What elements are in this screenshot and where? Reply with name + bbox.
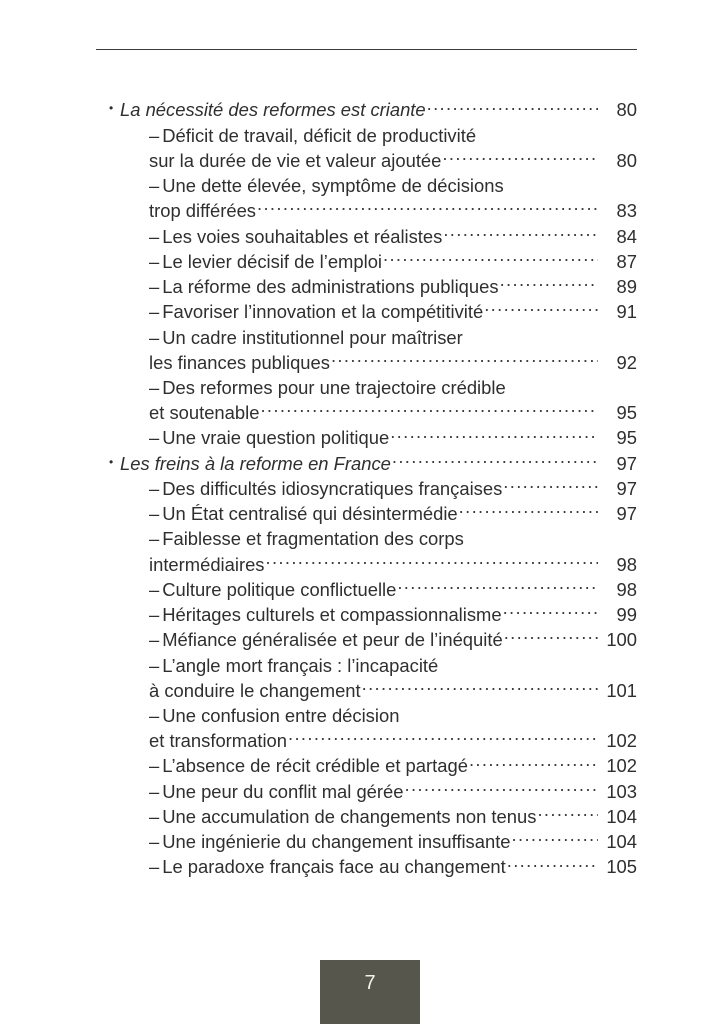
dot-leader xyxy=(512,830,598,848)
toc-entry-level2[interactable] xyxy=(96,224,637,249)
dot-leader xyxy=(465,527,598,545)
toc-entry-level2[interactable] xyxy=(96,502,637,527)
toc-entry-level2[interactable] xyxy=(96,855,637,880)
dash-icon: – xyxy=(149,301,160,323)
toc-entry-label: Faiblesse et fragmentation des corps xyxy=(162,528,464,550)
toc-entry-label: L’absence de récit crédible et partagé xyxy=(162,755,468,777)
toc-entry-page-number: 98 xyxy=(616,553,637,575)
dot-leader xyxy=(443,224,598,242)
toc-entry-label: Le levier décisif de l’emploi xyxy=(162,250,383,272)
toc-entry-label: sur la durée de vie et valeur ajoutée xyxy=(149,149,442,171)
dash-icon: – xyxy=(149,831,160,853)
toc-entry-level2[interactable] xyxy=(96,426,637,451)
dot-leader xyxy=(477,123,598,141)
dot-leader xyxy=(484,300,598,318)
dot-leader xyxy=(459,502,598,520)
dot-leader xyxy=(266,552,599,570)
toc-entry-continuation[interactable] xyxy=(96,148,637,173)
toc-entry-label: Une ingénierie du changement insuffisante xyxy=(162,831,511,853)
toc-entry-level2[interactable] xyxy=(96,805,637,830)
table-of-contents xyxy=(96,98,637,880)
toc-entry-level2[interactable] xyxy=(96,527,637,552)
toc-entry-level2[interactable] xyxy=(96,628,637,653)
toc-entry-continuation[interactable] xyxy=(96,729,637,754)
dot-leader xyxy=(504,628,598,646)
toc-entry-level2[interactable] xyxy=(96,174,637,199)
dot-leader xyxy=(362,678,598,696)
toc-entry-label: Le paradoxe français face au changement xyxy=(162,856,506,878)
toc-entry-label: Favoriser l’innovation et la compétitivité xyxy=(162,301,484,323)
dash-icon: – xyxy=(149,427,160,449)
toc-entry-label: Culture politique conflictuelle xyxy=(162,578,397,600)
header-rule xyxy=(96,49,637,50)
toc-entry-page-number: 104 xyxy=(606,805,637,827)
toc-entry-page-number: 97 xyxy=(616,503,637,525)
dash-icon: – xyxy=(149,578,160,600)
toc-entry-page-number: 80 xyxy=(616,99,637,121)
dot-leader xyxy=(507,376,598,394)
dot-leader xyxy=(503,477,598,495)
toc-entry-level2[interactable] xyxy=(96,275,637,300)
toc-entry-label: L’angle mort français : l’incapacité xyxy=(162,654,439,676)
toc-entry-level2[interactable] xyxy=(96,477,637,502)
toc-entry-label: et transformation xyxy=(149,730,287,752)
toc-entry-page-number: 97 xyxy=(616,452,637,474)
toc-entry-page-number: 100 xyxy=(606,629,637,651)
toc-entry-level1[interactable]: • Les freins à la reforme en France ..... 97 xyxy=(96,451,637,476)
toc-entry-label: à conduire le changement xyxy=(149,679,361,701)
dash-icon: – xyxy=(149,225,160,247)
toc-entry-continuation[interactable] xyxy=(96,401,637,426)
toc-entry-label: Les voies souhaitables et réalistes xyxy=(162,225,443,247)
toc-entry-level2[interactable] xyxy=(96,754,637,779)
toc-entry-page-number: 104 xyxy=(606,831,637,853)
dot-leader xyxy=(500,275,598,293)
toc-entry-label: intermédiaires xyxy=(149,553,265,575)
toc-entry-page-number: 98 xyxy=(616,578,637,600)
dot-leader xyxy=(439,653,598,671)
dot-leader xyxy=(537,805,598,823)
dot-leader xyxy=(469,754,598,772)
toc-entry-page-number: 80 xyxy=(616,149,637,171)
toc-entry-label: Une accumulation de changements non tenus xyxy=(162,805,537,827)
toc-entry-continuation[interactable] xyxy=(96,678,637,703)
toc-entry-level2[interactable] xyxy=(96,603,637,628)
toc-entry-level2[interactable] xyxy=(96,779,637,804)
dot-leader xyxy=(405,779,599,797)
dash-icon: – xyxy=(149,175,160,197)
toc-entry-label: Une confusion entre décision xyxy=(162,705,400,727)
toc-entry-page-number: 95 xyxy=(616,402,637,424)
toc-entry-page-number: 83 xyxy=(616,200,637,222)
toc-entry-page-number: 102 xyxy=(606,730,637,752)
dash-icon: – xyxy=(149,629,160,651)
toc-entry-label: La réforme des administrations publiques xyxy=(162,276,499,298)
toc-entry-level1[interactable]: • La nécessité des reformes est criante ..... 80 xyxy=(96,98,637,123)
toc-entry-label: Déficit de travail, déficit de productivité xyxy=(162,124,477,146)
dot-leader xyxy=(503,603,598,621)
toc-entry-label: les finances publiques xyxy=(149,351,330,373)
toc-entry-label: Un cadre institutionnel pour maîtriser xyxy=(162,326,463,348)
toc-entry-page-number: 84 xyxy=(616,225,637,247)
toc-entry-page-number: 99 xyxy=(616,604,637,626)
toc-entry-page-number: 102 xyxy=(606,755,637,777)
toc-entry-continuation[interactable] xyxy=(96,552,637,577)
dash-icon: – xyxy=(149,705,160,727)
toc-entry-level2[interactable] xyxy=(96,325,637,350)
toc-entry-page-number: 87 xyxy=(616,250,637,272)
toc-entry-continuation[interactable] xyxy=(96,199,637,224)
toc-entry-label: Les freins à la reforme en France xyxy=(120,452,391,474)
dash-icon: – xyxy=(149,326,160,348)
page-number-label: 7 xyxy=(364,972,376,994)
dot-leader xyxy=(392,451,598,469)
dash-icon: – xyxy=(149,477,160,499)
toc-entry-label: Héritages culturels et compassionnalisme xyxy=(162,604,502,626)
dash-icon: – xyxy=(149,503,160,525)
toc-entry-level2[interactable] xyxy=(96,704,637,729)
toc-entry-page-number: 97 xyxy=(616,477,637,499)
dot-leader xyxy=(400,704,598,722)
toc-entry-level2[interactable] xyxy=(96,249,637,274)
dash-icon: – xyxy=(149,856,160,878)
toc-entry-level2[interactable] xyxy=(96,300,637,325)
dash-icon: – xyxy=(149,604,160,626)
dot-leader xyxy=(464,325,598,343)
toc-entry-label: Une dette élevée, symptôme de décisions xyxy=(162,175,504,197)
toc-entry-page-number: 105 xyxy=(606,856,637,878)
toc-entry-label: Une peur du conflit mal gérée xyxy=(162,780,404,802)
dot-leader xyxy=(257,199,598,217)
toc-entry-level2[interactable] xyxy=(96,577,637,602)
toc-entry-page-number: 95 xyxy=(616,427,637,449)
dash-icon: – xyxy=(149,124,160,146)
toc-entry-page-number: 89 xyxy=(616,276,637,298)
dot-leader xyxy=(331,350,598,368)
toc-entry-label: La nécessité des reformes est criante xyxy=(120,99,426,121)
dot-leader xyxy=(505,174,598,192)
dash-icon: – xyxy=(149,376,160,398)
toc-entry-page-number: 92 xyxy=(616,351,637,373)
toc-entry-label: Méfiance généralisée et peur de l’inéquité xyxy=(162,629,503,651)
dot-leader xyxy=(397,577,598,595)
toc-entry-level2[interactable] xyxy=(96,376,637,401)
toc-entry-level2[interactable] xyxy=(96,830,637,855)
toc-entry-page-number: 103 xyxy=(606,780,637,802)
dot-leader xyxy=(427,98,598,116)
dash-icon: – xyxy=(149,780,160,802)
toc-entry-continuation[interactable] xyxy=(96,350,637,375)
dot-leader xyxy=(390,426,598,444)
page-number-block xyxy=(320,960,420,1024)
toc-entry-label: trop différées xyxy=(149,200,257,222)
dot-leader xyxy=(442,148,598,166)
toc-entry-page-number: 91 xyxy=(616,301,637,323)
dash-icon: – xyxy=(149,755,160,777)
toc-entry-label: Une vraie question politique xyxy=(162,427,390,449)
dot-leader xyxy=(507,855,598,873)
toc-entry-level2[interactable] xyxy=(96,653,637,678)
dot-leader xyxy=(260,401,598,419)
dash-icon: – xyxy=(149,276,160,298)
dash-icon: – xyxy=(149,528,160,550)
dash-icon: – xyxy=(149,654,160,676)
dash-icon: – xyxy=(149,805,160,827)
toc-entry-label: et soutenable xyxy=(149,402,260,424)
dash-icon: – xyxy=(149,250,160,272)
toc-entry-page-number: 101 xyxy=(606,679,637,701)
toc-entry-label: Un État centralisé qui désintermédie xyxy=(162,503,458,525)
dot-leader xyxy=(383,249,598,267)
toc-entry-level2[interactable] xyxy=(96,123,637,148)
toc-entry-label: Des difficultés idiosyncratiques françaises xyxy=(162,477,503,499)
toc-entry-label: Des reformes pour une trajectoire crédible xyxy=(162,376,506,398)
dot-leader xyxy=(288,729,598,747)
